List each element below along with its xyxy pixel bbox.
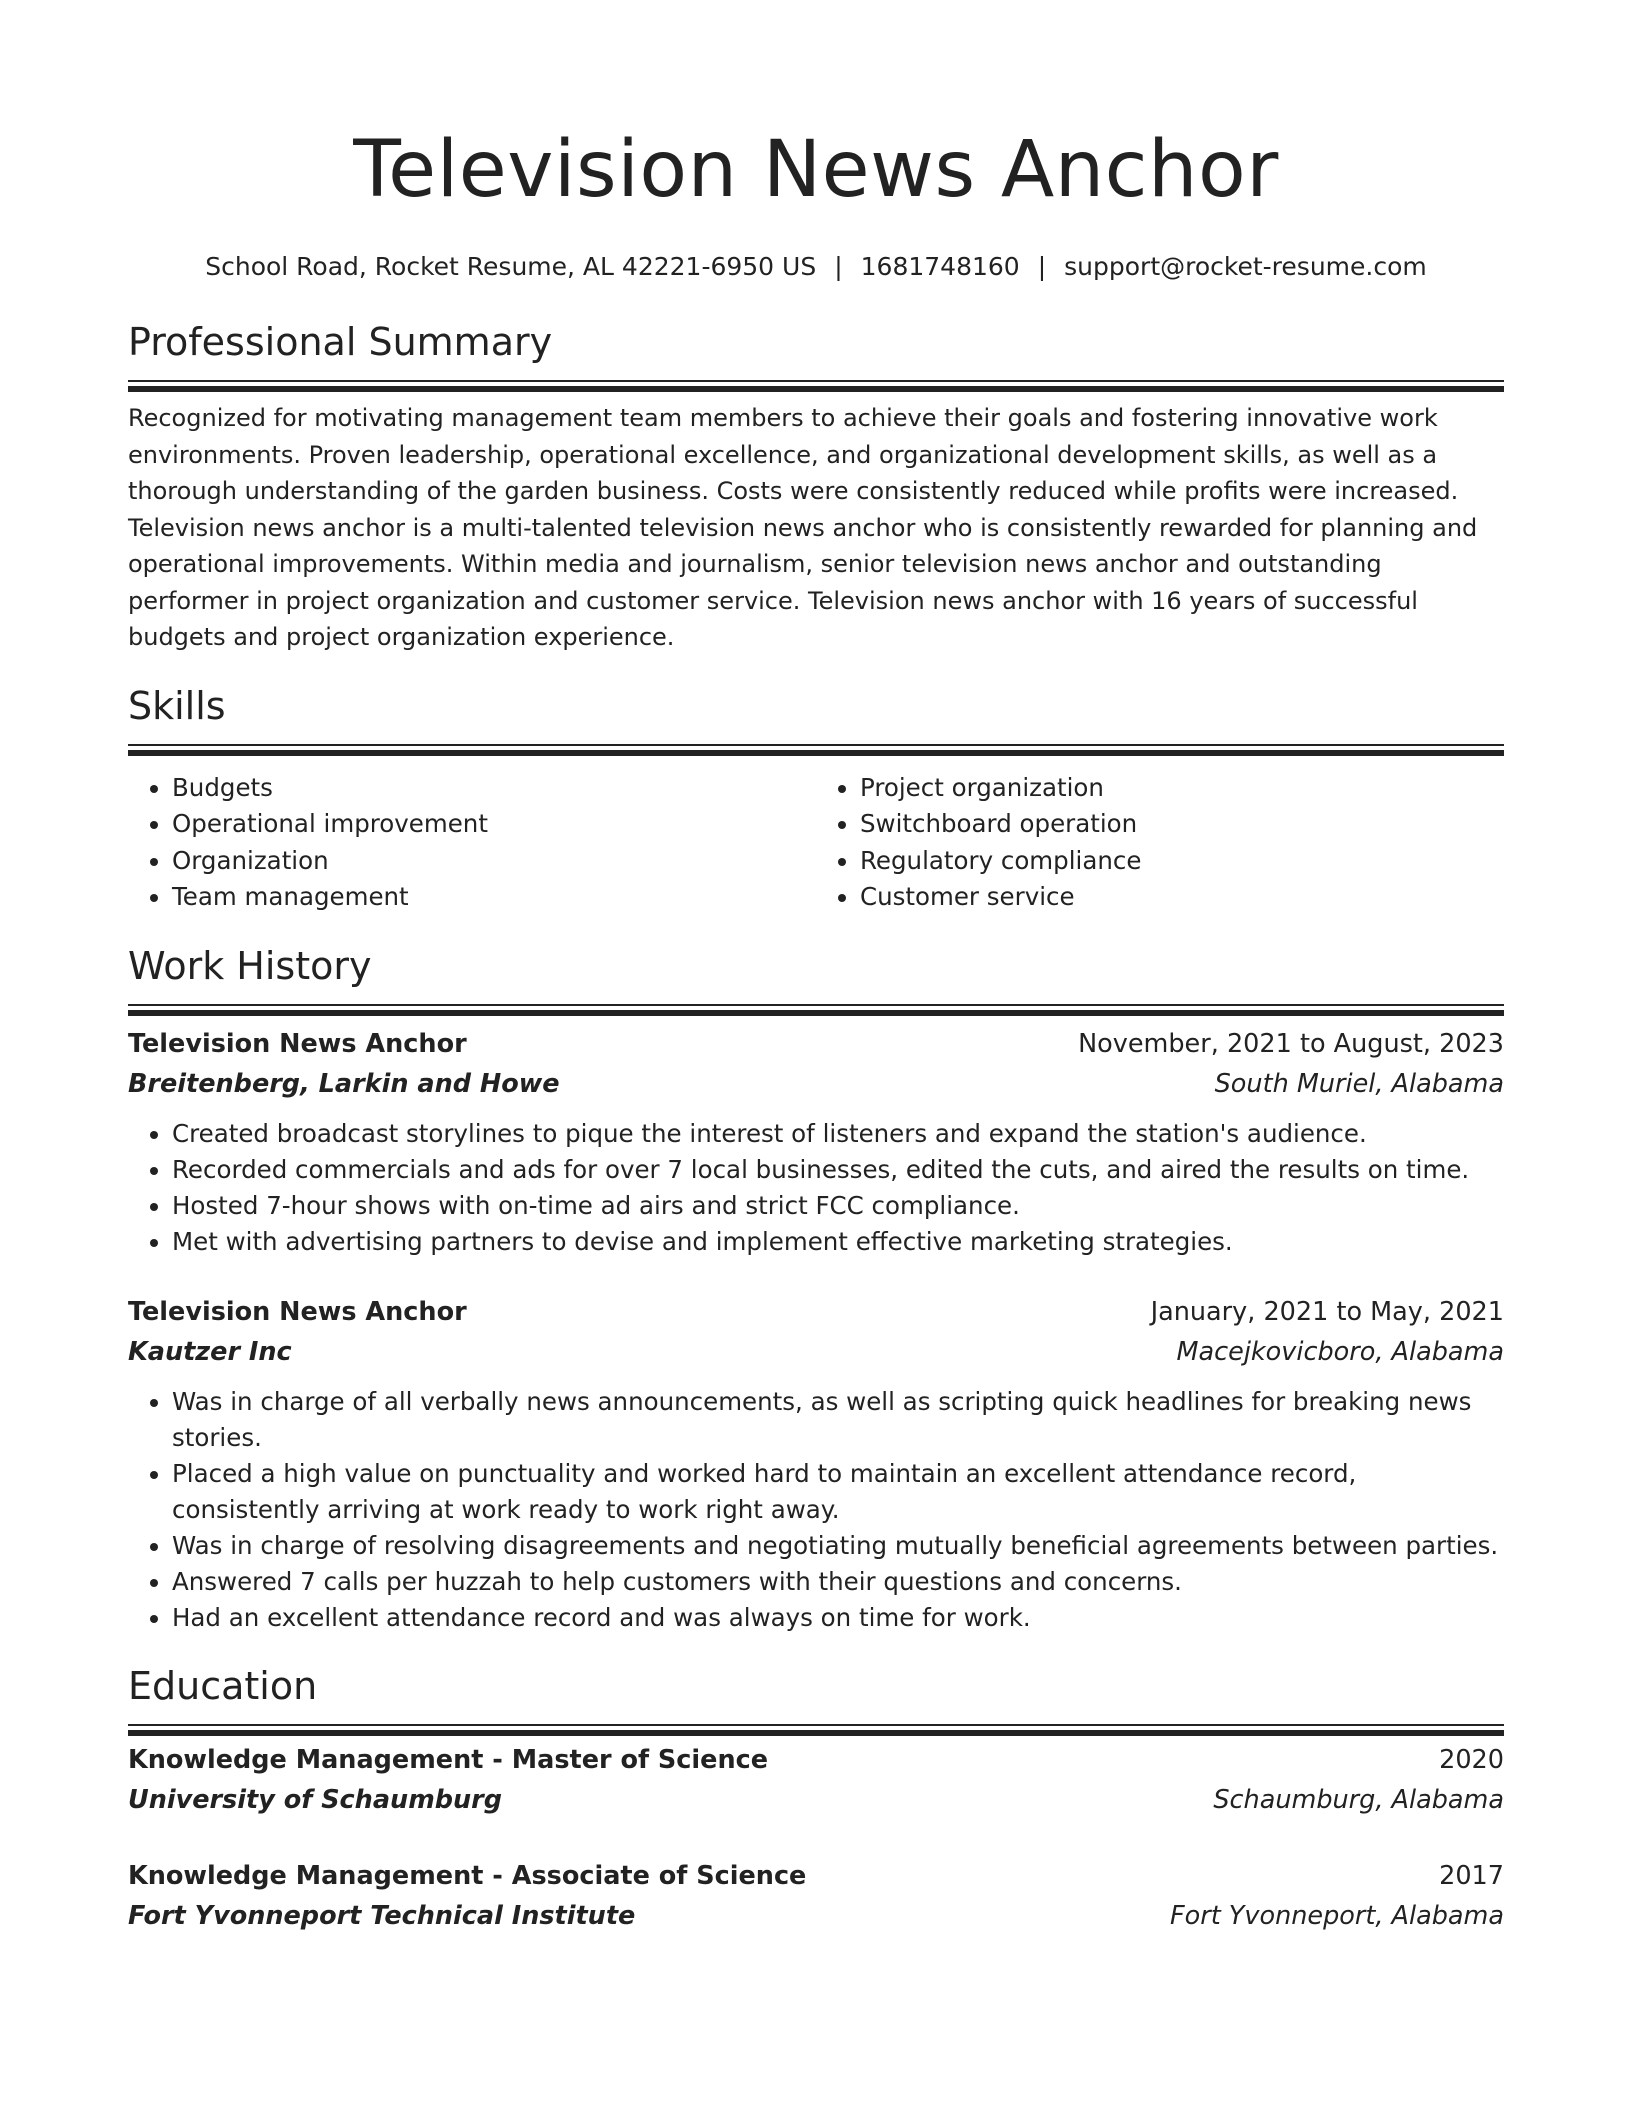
education-entry — [128, 1740, 1504, 1820]
education-subheader — [128, 1896, 1504, 1936]
summary-text: Recognized for motivating management team members to achieve their goals and fostering innovative work environments. Proven leadership, operational excellence, and organizational development skills, as well as a thorough understanding of the garden business. Costs were consistently reduced while profits were increased. Television news anchor is a multi-talented television news anchor who is consistently rewarded for planning and operational improvements. Within media and journalism, senior television news anchor and outstanding performer in project organization and customer service. Television news anchor with 16 years of successful budgets and project organization experience. — [128, 404, 1478, 651]
skills-column-right — [816, 770, 1504, 916]
section-divider — [128, 380, 1504, 382]
education-school: Fort Yvonneport Technical Institute — [128, 1900, 636, 1931]
skill-item: • Switchboard operation — [860, 806, 1504, 843]
summary-section — [128, 318, 1504, 656]
job-bullet: • Created broadcast storylines to pique the interest of listeners and expand the station's audience. — [172, 1116, 1504, 1152]
job-bullet: • Was in charge of all verbally news announcements, as well as scripting quick headlines for breaking news stories. — [172, 1384, 1504, 1456]
job-header — [128, 1024, 1504, 1064]
skill-item: • Regulatory compliance — [860, 843, 1504, 880]
skills-heading: Skills — [128, 683, 226, 728]
education-entry — [128, 1856, 1504, 1936]
skill-item: • Team management — [172, 879, 816, 916]
skills-list — [128, 770, 1504, 916]
job-entry — [128, 1292, 1504, 1636]
education-subheader — [128, 1780, 1504, 1820]
job-dates: November, 2021 to August, 2023 — [1078, 1028, 1504, 1059]
job-company: Breitenberg, Larkin and Howe — [128, 1068, 560, 1099]
job-bullet: • Placed a high value on punctuality and worked hard to maintain an excellent attendance record, consistently arriving at work ready to work right away. — [172, 1456, 1504, 1528]
education-year: 2020 — [1439, 1744, 1504, 1775]
section-divider — [128, 744, 1504, 746]
resume-title: Television News Anchor — [353, 125, 1279, 215]
summary-heading: Professional Summary — [128, 320, 553, 364]
job-subheader — [128, 1332, 1504, 1372]
job-bullets — [128, 1116, 1504, 1260]
education-header — [128, 1856, 1504, 1896]
skills-column-left — [128, 770, 816, 916]
education-location: Schaumburg, Alabama — [1213, 1784, 1504, 1815]
section-divider — [128, 1724, 1504, 1726]
skill-item: • Operational improvement — [172, 806, 816, 843]
job-title: Television News Anchor — [128, 1296, 467, 1327]
contact-email: support@rocket-resume.com — [1064, 252, 1427, 281]
work-history-section — [128, 942, 1504, 1636]
contact-phone: 1681748160 — [860, 252, 1020, 281]
section-divider — [128, 1004, 1504, 1006]
job-title: Television News Anchor — [128, 1028, 467, 1059]
job-location: South Muriel, Alabama — [1214, 1068, 1504, 1099]
job-subheader — [128, 1064, 1504, 1104]
education-header — [128, 1740, 1504, 1780]
job-entry — [128, 1024, 1504, 1260]
job-bullet: • Had an excellent attendance record and was always on time for work. — [172, 1600, 1504, 1636]
skill-item: • Project organization — [860, 770, 1504, 807]
job-dates: January, 2021 to May, 2021 — [1150, 1296, 1504, 1327]
contact-separator: | — [834, 252, 843, 281]
job-bullet: • Hosted 7-hour shows with on-time ad airs and strict FCC compliance. — [172, 1188, 1504, 1224]
job-bullets — [128, 1384, 1504, 1636]
education-heading: Education — [128, 1663, 318, 1708]
education-degree: Knowledge Management - Associate of Science — [128, 1860, 807, 1891]
contact-line — [128, 250, 1504, 284]
education-location: Fort Yvonneport, Alabama — [1169, 1900, 1504, 1931]
education-section — [128, 1662, 1504, 1936]
contact-address: School Road, Rocket Resume, AL 42221-6950 US — [205, 252, 817, 281]
job-bullet: • Met with advertising partners to devise and implement effective marketing strategies. — [172, 1224, 1504, 1260]
contact-separator: | — [1037, 252, 1047, 281]
education-school: University of Schaumburg — [128, 1784, 502, 1815]
job-bullet: • Answered 7 calls per huzzah to help customers with their questions and concerns. — [172, 1564, 1504, 1600]
job-location: Macejkovicboro, Alabama — [1176, 1336, 1504, 1367]
job-bullet: • Was in charge of resolving disagreements and negotiating mutually beneficial agreements between parties. — [172, 1528, 1504, 1564]
skill-item: • Budgets — [172, 770, 816, 807]
skill-item: • Organization — [172, 843, 816, 880]
job-header — [128, 1292, 1504, 1332]
job-company: Kautzer Inc — [128, 1336, 292, 1367]
skills-section — [128, 682, 1504, 916]
education-year: 2017 — [1439, 1860, 1504, 1891]
job-bullet: • Recorded commercials and ads for over 7 local businesses, edited the cuts, and aired the results on time. — [172, 1152, 1504, 1188]
education-degree: Knowledge Management - Master of Science — [128, 1744, 769, 1775]
skill-item: • Customer service — [860, 879, 1504, 916]
work-history-heading: Work History — [128, 943, 372, 988]
